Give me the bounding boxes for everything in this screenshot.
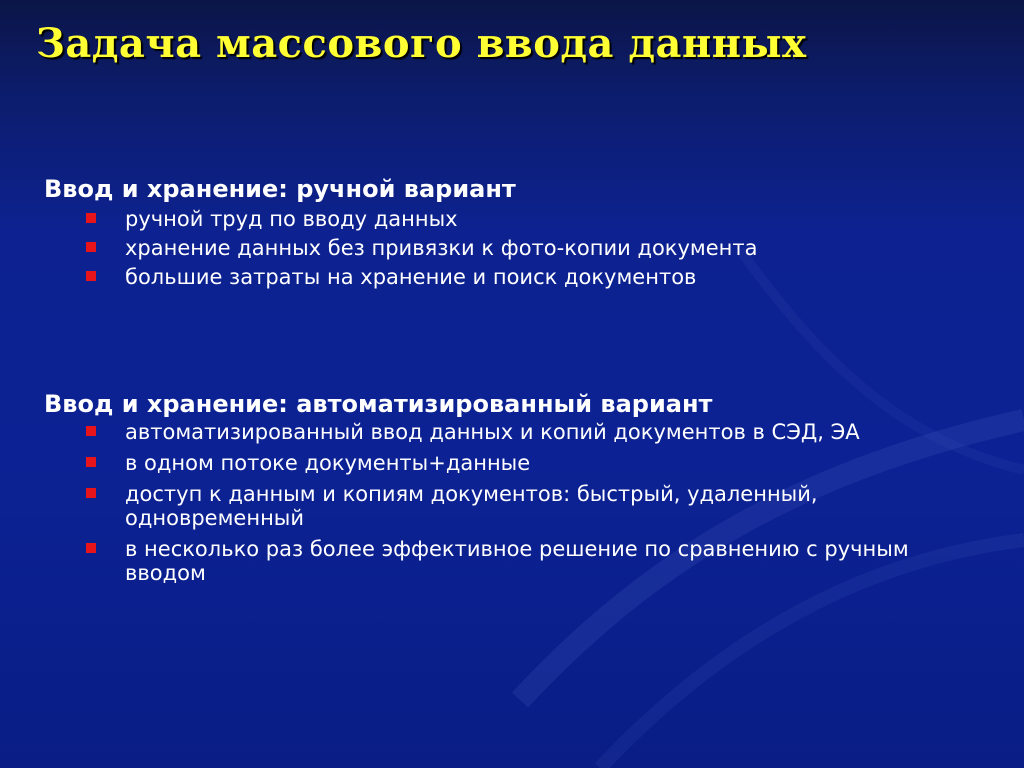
red-square-bullet-icon bbox=[86, 271, 96, 281]
red-square-bullet-icon bbox=[86, 457, 96, 467]
list-item-text: большие затраты на хранение и поиск документов bbox=[125, 265, 697, 289]
red-square-bullet-icon bbox=[86, 488, 96, 498]
list-item bbox=[84, 537, 975, 585]
red-square-bullet-icon bbox=[86, 242, 96, 252]
list-item-text: в несколько раз более эффективное решение по сравнению с ручным вводом bbox=[125, 537, 909, 585]
section-manual bbox=[44, 175, 975, 294]
red-square-bullet-icon bbox=[86, 213, 96, 223]
list-item bbox=[84, 265, 975, 289]
list-item-text: автоматизированный ввод данных и копий документов в СЭД, ЭА bbox=[125, 420, 860, 444]
bullet-list-automated bbox=[44, 420, 975, 585]
section-automated bbox=[44, 390, 975, 592]
section-heading-manual: Ввод и хранение: ручной вариант bbox=[44, 175, 516, 203]
list-item bbox=[84, 451, 975, 475]
slide-title: Задача массового ввода данных bbox=[36, 20, 807, 67]
list-item bbox=[84, 236, 975, 260]
list-item bbox=[84, 420, 975, 444]
list-item-text: ручной труд по вводу данных bbox=[125, 207, 458, 231]
list-item bbox=[84, 482, 975, 530]
list-item-text: в одном потоке документы+данные bbox=[125, 451, 531, 475]
red-square-bullet-icon bbox=[86, 543, 96, 553]
list-item-text: доступ к данным и копиям документов: быстрый, удаленный, одновременный bbox=[125, 482, 818, 530]
list-item-text: хранение данных без привязки к фото-копии документа bbox=[125, 236, 758, 260]
section-heading-automated: Ввод и хранение: автоматизированный вариант bbox=[44, 390, 713, 418]
bullet-list-manual bbox=[44, 207, 975, 289]
list-item bbox=[84, 207, 975, 231]
red-square-bullet-icon bbox=[86, 426, 96, 436]
